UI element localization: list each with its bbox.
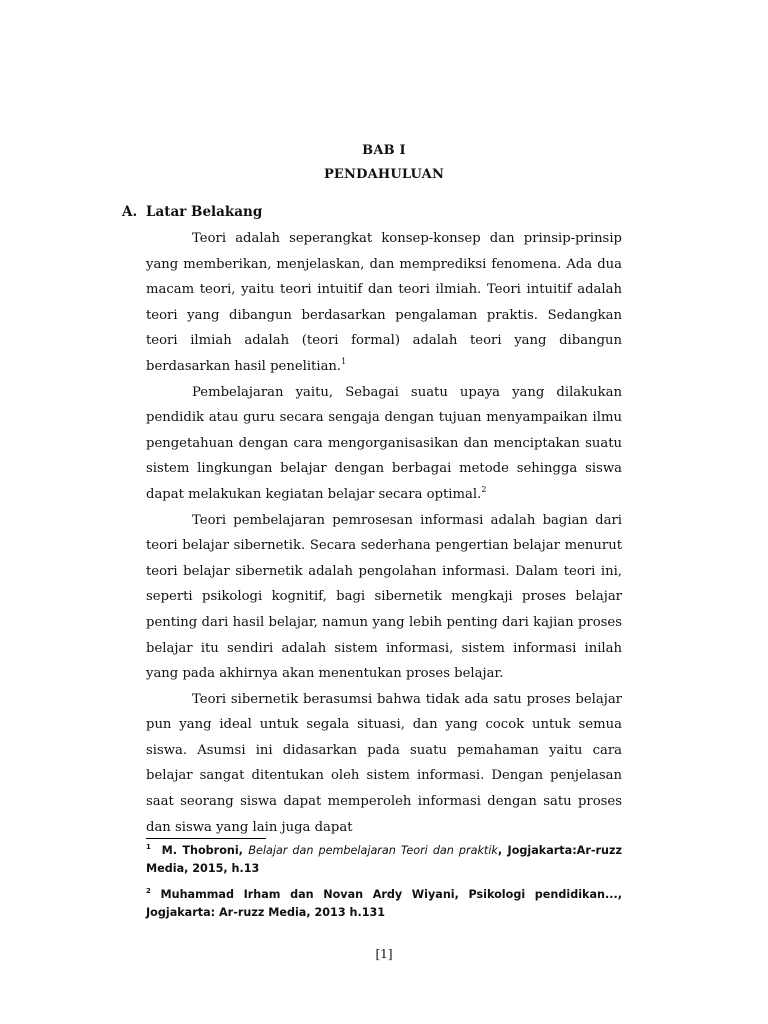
- paragraph: Teori sibernetik berasumsi bahwa tidak ada satu proses belajar pun yang ideal untuk segala situasi, dan yang cocok untuk semua siswa. Asumsi ini didasarkan pada suatu pemahaman yaitu cara belajar sangat ditentukan oleh sistem informasi. Dengan penjelasan saat seorang siswa dapat memperoleh informasi dengan satu proses dan siswa yang lain juga dapat: [146, 691, 622, 835]
- footnote-separator: [146, 838, 266, 839]
- section-title: Latar Belakang: [146, 204, 263, 220]
- section-heading: [122, 204, 262, 220]
- page-number: [1]: [375, 947, 393, 961]
- paragraph: Teori pembelajaran pemrosesan informasi adalah bagian dari teori belajar sibernetik. Secara sederhana pengertian belajar menurut teori belajar sibernetik adalah pengolahan informasi. Dalam teori ini, seperti psikologi kognitif, bagi sibernetik mengkaji proses belajar penting dari hasil belajar, namun yang lebih penting dari kajian proses belajar itu sendiri adalah sistem informasi, sistem informasi inilah yang pada akhirnya akan menentukan proses belajar.: [146, 512, 622, 682]
- footnote-1: $^1$ M. Thobroni, Belajar dan pembelajaran Teori dan praktik, Jogjakarta:Ar-ruzz Media, 2015, h.13: [146, 843, 622, 875]
- chapter-label: BAB I: [362, 143, 406, 158]
- footnote-2: $^2$ Muhammad Irham dan Novan Ardy Wiyani, Psikologi pendidikan..., Jogjakarta: Ar-ruzz Media, 2013 h.131: [146, 887, 622, 919]
- footnote-publisher: , Jogjakarta:Ar-ruzz Media, 2015, h.13: [146, 844, 622, 875]
- paragraph: Pembelajaran yaitu, Sebagai suatu upaya yang dilakukan pendidik atau guru secara sengaja dengan tujuan menyampaikan ilmu pengetahuan dengan cara mengorganisasikan dan menciptakan suatu sistem lingkungan belajar dengan berbagai metode sehingga siswa dapat melakukan kegiatan belajar secara optimal.$^2$: [146, 384, 622, 502]
- chapter-title: PENDAHULUAN: [323, 167, 445, 182]
- footnote-author: Muhammad Irham dan Novan Ardy Wiyani, Psikologi pendidikan..., Jogjakarta: Ar-ruzz Media, 2013 h.131: [146, 888, 622, 919]
- body-text: [146, 226, 622, 840]
- footnote-ref: 2: [481, 484, 487, 494]
- paragraph: Teori adalah seperangkat konsep-konsep dan prinsip-prinsip yang memberikan, menjelaskan, dan memprediksi fenomena. Ada dua macam teori, yaitu teori intuitif dan teori ilmiah. Teori intuitif adalah teori yang dibangun berdasarkan pengalaman praktis. Sedangkan teori ilmiah adalah (teori formal) adalah teori yang dibangun berdasarkan hasil penelitian.$^1$: [146, 231, 622, 374]
- footnote-ref: 1: [341, 356, 347, 366]
- section-number: A.: [122, 204, 138, 220]
- footnote-author: M. Thobroni,: [161, 844, 243, 857]
- footnote-title: Belajar dan pembelajaran Teori dan praktik: [248, 844, 498, 857]
